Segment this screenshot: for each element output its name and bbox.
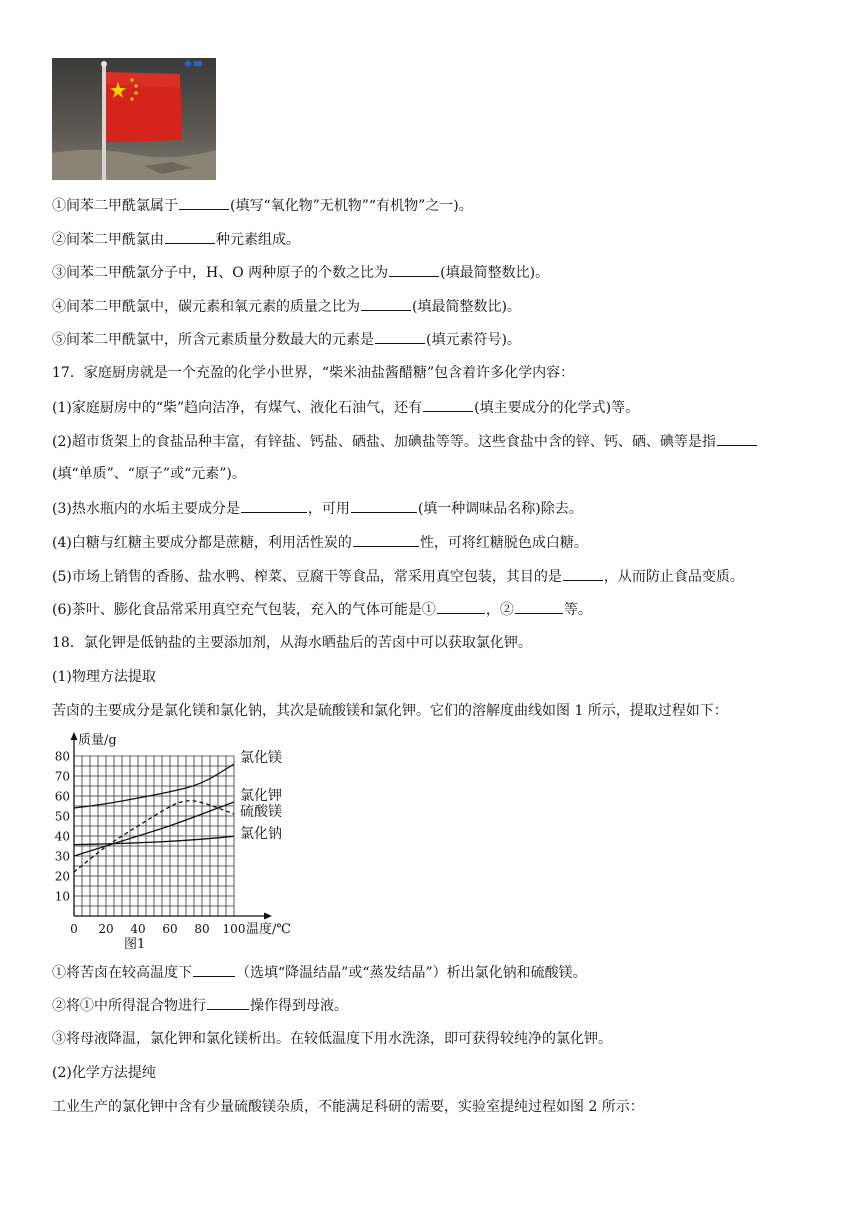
q18-step-2 (52, 995, 348, 1016)
q17-part-6-mid: ，② (485, 602, 514, 618)
q18-step-1 (52, 962, 587, 983)
q16-item-1-text: ①间苯二甲酰氯属于 (52, 198, 178, 214)
answer-blank[interactable] (241, 498, 307, 513)
q18-part-1-title: (1)物理方法提取 (52, 669, 156, 685)
q16-item-2-text: ②间苯二甲酰氯由 (52, 232, 164, 248)
series-label: 氯化镁 (240, 750, 282, 766)
flag-photo (52, 58, 216, 180)
chart-caption: 图1 (124, 937, 146, 952)
answer-blank[interactable] (361, 296, 411, 311)
answer-blank[interactable] (179, 195, 229, 210)
y-tick-label: 80 (54, 749, 70, 764)
answer-blank[interactable] (423, 397, 473, 412)
y-tick-label: 20 (54, 869, 70, 884)
q17-part-6-text: (6)茶叶、膨化食品常采用真空充气包装，充入的气体可能是① (52, 602, 436, 618)
x-tick-label: 80 (194, 922, 210, 936)
answer-blank[interactable] (717, 431, 757, 446)
x-tick-label: 60 (162, 922, 178, 936)
q16-item-3 (52, 262, 549, 283)
q17-part-6 (52, 599, 592, 620)
solubility-chart-svg (46, 726, 296, 958)
answer-blank[interactable] (375, 329, 425, 344)
y-tick-label: 10 (54, 889, 70, 904)
y-tick-label: 60 (54, 789, 70, 804)
q16-item-5-hint: (填元素符号)。 (426, 332, 521, 348)
q17-part-4 (52, 532, 588, 553)
q18-part-1-text: 苦卤的主要成分是氯化镁和氯化钠，其次是硫酸镁和氯化钾。它们的溶解度曲线如图 1 所示，提取过程如下： (52, 703, 728, 719)
x-axis-arrow (264, 913, 272, 920)
q16-item-3-hint: (填最简整数比)。 (440, 265, 550, 281)
y-tick-label: 70 (54, 769, 70, 784)
q16-item-4-hint: (填最简整数比)。 (412, 299, 521, 315)
q18-part-2-title: (2)化学方法提纯 (52, 1065, 156, 1081)
answer-blank[interactable] (353, 532, 419, 547)
q18-step-1-text: ①将苦卤在较高温度下 (52, 965, 192, 981)
x-tick-label: 20 (98, 922, 114, 936)
q17-stem: 17．家庭厨房就是一个充盈的化学小世界，“柴米油盐酱醋糖”包含着许多化学内容： (52, 365, 575, 381)
q18-stem: 18．氯化钾是低钠盐的主要添加剂，从海水晒盐后的苦卤中可以获取氯化钾。 (52, 635, 532, 651)
y-tick-label: 50 (54, 809, 70, 824)
q16-item-2 (52, 229, 300, 250)
answer-blank[interactable] (563, 566, 603, 581)
q17-part-3-hint: (填一种调味品名称)除去。 (417, 501, 583, 517)
q16-item-5 (52, 329, 521, 350)
answer-blank[interactable] (437, 599, 485, 614)
y-tick-label: 30 (54, 849, 70, 864)
q16-item-5-text: ⑤间苯二甲酰氯中，所含元素质量分数最大的元素是 (52, 332, 374, 348)
q16-item-2-hint: 种元素组成。 (216, 232, 300, 248)
q16-item-4-text: ④间苯二甲酰氯中，碳元素和氧元素的质量之比为 (52, 299, 360, 315)
q16-item-1-hint: (填写“氧化物”无机物”“有机物”之一)。 (230, 198, 473, 214)
q17-part-1-text: (1)家庭厨房中的“柴”趋向洁净，有煤气、液化石油气，还有 (52, 400, 423, 416)
q17-part-3-mid: ，可用 (307, 501, 350, 517)
q17-part-5-text: (5)市场上销售的香肠、盐水鸭、榨菜、豆腐干等食品，常采用真空包装，其目的是 (52, 569, 562, 585)
q17-part-5 (52, 566, 744, 587)
q17-part-6-hint: 等。 (563, 602, 592, 618)
q17-part-4-hint: 性，可将红糖脱色成白糖。 (419, 535, 588, 551)
q18-step-2-hint: 操作得到母液。 (250, 998, 348, 1014)
answer-blank[interactable] (165, 229, 215, 244)
solubility-chart (46, 726, 296, 958)
answer-blank[interactable] (351, 498, 417, 513)
q17-part-3 (52, 498, 583, 519)
q17-part-1-hint: (填主要成分的化学式)等。 (474, 400, 640, 416)
y-axis-arrow (71, 732, 78, 740)
q17-part-1 (52, 397, 639, 418)
q17-part-3-text: (3)热水瓶内的水垢主要成分是 (52, 501, 240, 517)
answer-blank[interactable] (389, 262, 439, 277)
answer-blank[interactable] (207, 995, 249, 1010)
answer-blank[interactable] (515, 599, 563, 614)
x-axis-label: 温度/℃ (246, 922, 291, 937)
q17-part-2 (52, 431, 758, 452)
q17-part-5-hint: ，从而防止食品变质。 (603, 569, 744, 585)
q18-step-1-hint: （选填“降温结晶”或“蒸发结晶”）析出氯化钠和硫酸镁。 (236, 965, 587, 981)
q17-part-2-text: (2)超市货架上的食盐品种丰富，有锌盐、钙盐、硒盐、加碘盐等等。这些食盐中含的锌、钙、硒、碘等是指 (52, 434, 716, 450)
y-tick-label: 40 (54, 829, 70, 844)
q17-part-2-cont: (填“单质”、“原子”或“元素”)。 (52, 466, 246, 482)
x-tick-label: 40 (130, 922, 146, 936)
series-label: 氯化钾 (240, 788, 282, 804)
answer-blank[interactable] (193, 962, 235, 977)
q16-item-3-text: ③间苯二甲酰氯分子中，H、O 两种原子的个数之比为 (52, 265, 389, 281)
series-label: 氯化钠 (240, 826, 282, 842)
q17-part-4-text: (4)白糖与红糖主要成分都是蔗糖，利用活性炭的 (52, 535, 352, 551)
q18-step-3: ③将母液降温，氯化钾和氯化镁析出。在较低温度下用水洗涤，即可获得较纯净的氯化钾。 (52, 1031, 612, 1047)
x-tick-label: 100 (222, 922, 246, 936)
q18-step-2-text: ②将①中所得混合物进行 (52, 998, 206, 1014)
q18-part-2-text: 工业生产的氯化钾中含有少量硫酸镁杂质，不能满足科研的需要，实验室提纯过程如图 2 所示： (52, 1099, 644, 1115)
y-axis-label: 质量/g (78, 733, 117, 748)
series-label: 硫酸镁 (240, 804, 282, 820)
q16-item-4 (52, 296, 521, 317)
x-tick-label: 0 (70, 922, 78, 936)
q16-item-1 (52, 195, 473, 216)
